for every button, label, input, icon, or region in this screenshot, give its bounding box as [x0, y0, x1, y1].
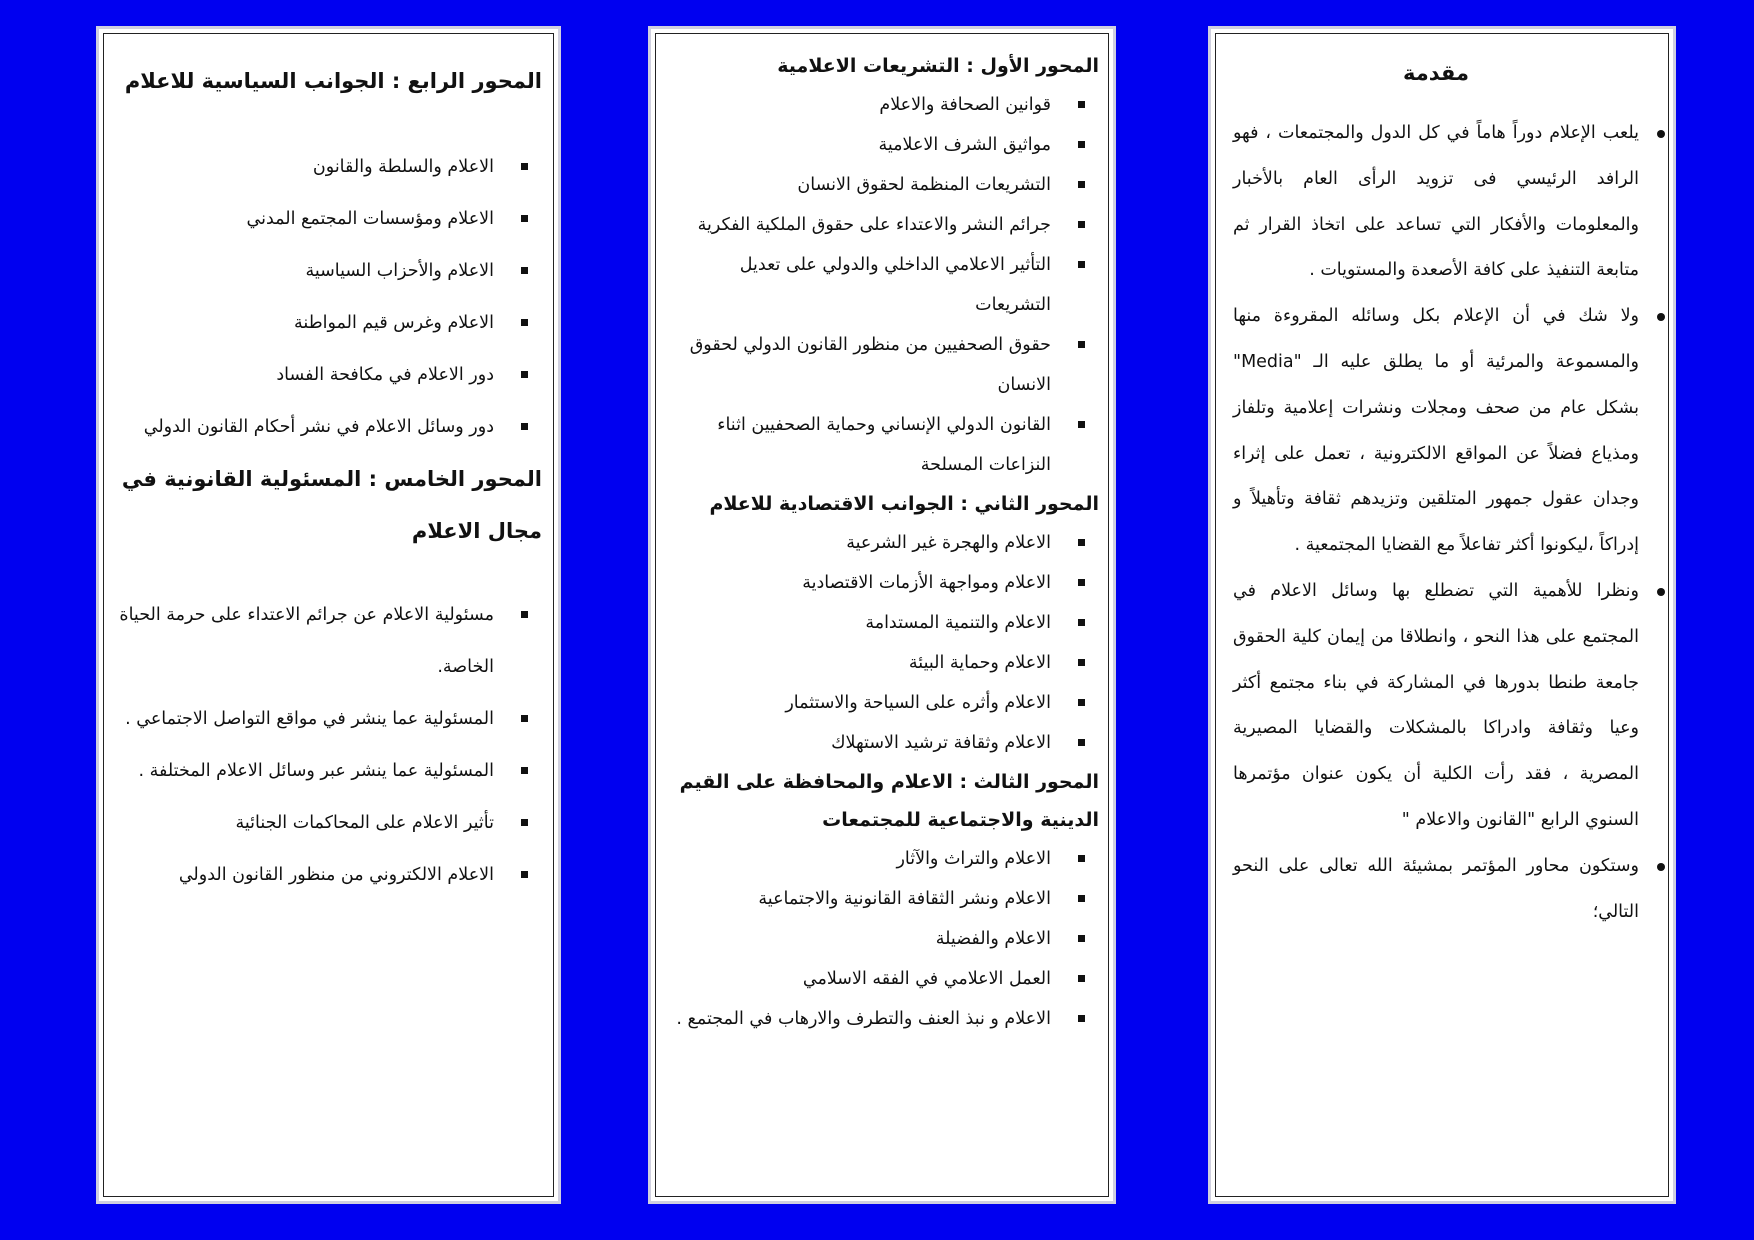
square-bullet-icon — [1078, 855, 1085, 862]
axis3-list — [665, 839, 1099, 1039]
square-bullet-icon — [1078, 619, 1085, 626]
square-bullet-icon — [521, 767, 528, 774]
list-item: الاعلام والتراث والآثار — [665, 839, 1099, 879]
axes-panel-middle — [648, 26, 1116, 1204]
square-bullet-icon — [1078, 1015, 1085, 1022]
square-bullet-icon — [1078, 935, 1085, 942]
axis5-heading: المحور الخامس : المسئولية القانونية في مجال الاعلام — [121, 467, 542, 543]
square-bullet-icon — [521, 371, 528, 378]
square-bullet-icon — [521, 319, 528, 326]
axis4-heading: المحور الرابع : الجوانب السياسية للاعلام — [124, 69, 542, 93]
list-item: قوانين الصحافة والاعلام — [665, 85, 1099, 125]
intro-title: مقدمة — [1403, 61, 1469, 85]
square-bullet-icon — [1078, 421, 1085, 428]
list-item: المسئولية عما ينشر في مواقع التواصل الاجتماعي . — [115, 693, 542, 745]
square-bullet-icon — [1078, 341, 1085, 348]
square-bullet-icon — [1078, 101, 1085, 108]
square-bullet-icon — [521, 819, 528, 826]
list-item: مسئولية الاعلام عن جرائم الاعتداء على حرمة الحياة الخاصة. — [115, 589, 542, 693]
list-item: الاعلام والسلطة والقانون — [115, 141, 542, 193]
axes-panel-left — [96, 26, 561, 1204]
list-item: الاعلام و نبذ العنف والتطرف والارهاب في المجتمع . — [665, 999, 1099, 1039]
square-bullet-icon — [1078, 539, 1085, 546]
axis5-list — [115, 589, 542, 901]
square-bullet-icon — [1078, 579, 1085, 586]
square-bullet-icon — [1078, 975, 1085, 982]
list-item: الاعلام وثقافة ترشيد الاستهلاك — [665, 723, 1099, 763]
list-item: الاعلام وأثره على السياحة والاستثمار — [665, 683, 1099, 723]
list-item: الاعلام والهجرة غير الشرعية — [665, 523, 1099, 563]
square-bullet-icon — [1078, 739, 1085, 746]
square-bullet-icon — [521, 215, 528, 222]
list-item: الاعلام ومواجهة الأزمات الاقتصادية — [665, 563, 1099, 603]
square-bullet-icon — [1078, 221, 1085, 228]
square-bullet-icon — [521, 423, 528, 430]
axis1-heading: المحور الأول : التشريعات الاعلامية — [777, 55, 1099, 77]
list-item: تأثير الاعلام على المحاكمات الجنائية — [115, 797, 542, 849]
list-item: العمل الاعلامي في الفقه الاسلامي — [665, 959, 1099, 999]
list-item: جرائم النشر والاعتداء على حقوق الملكية الفكرية — [665, 205, 1099, 245]
list-item: دور الاعلام في مكافحة الفساد — [115, 349, 542, 401]
list-item: المسئولية عما ينشر عبر وسائل الاعلام المختلفة . — [115, 745, 542, 797]
intro-paragraph: وستكون محاور المؤتمر بمشيئة الله تعالى على النحو التالي؛ — [1233, 844, 1639, 936]
square-bullet-icon — [1078, 261, 1085, 268]
list-item: الاعلام والأحزاب السياسية — [115, 245, 542, 297]
square-bullet-icon — [1078, 895, 1085, 902]
square-bullet-icon — [521, 871, 528, 878]
axis4-list — [115, 141, 542, 453]
list-item: الاعلام وحماية البيئة — [665, 643, 1099, 683]
square-bullet-icon — [1078, 659, 1085, 666]
list-item: الاعلام وغرس قيم المواطنة — [115, 297, 542, 349]
axis3-heading: المحور الثالث : الاعلام والمحافظة على القيم الدينية والاجتماعية للمجتمعات — [679, 771, 1099, 831]
intro-paragraph: ولا شك في أن الإعلام بكل وسائله المقروءة منها والمسموعة والمرئية أو ما يطلق عليه الـ "Media" بشكل عام من صحف ومجلات ونشرات إعلامية وتلفاز ومذياع فضلاً عن المواقع الالكترونية ، تعمل على إثراء وجدان عقول جمهور المتلقين وتزيدهم ثقافة وتأهيلاً و إدراكاً ،ليكونوا أكثر تفاعلاً مع القضايا المجتمعية . — [1233, 294, 1639, 569]
axis2-list — [665, 523, 1099, 763]
list-item: دور وسائل الاعلام في نشر أحكام القانون الدولي — [115, 401, 542, 453]
square-bullet-icon — [1078, 699, 1085, 706]
axis1-list — [665, 85, 1099, 485]
list-item: القانون الدولي الإنساني وحماية الصحفيين اثناء النزاعات المسلحة — [665, 405, 1099, 485]
list-item: مواثيق الشرف الاعلامية — [665, 125, 1099, 165]
square-bullet-icon — [1078, 141, 1085, 148]
list-item: الاعلام ونشر الثقافة القانونية والاجتماعية — [665, 879, 1099, 919]
bullet-icon — [1657, 588, 1665, 596]
square-bullet-icon — [521, 163, 528, 170]
bullet-icon — [1657, 863, 1665, 871]
list-item: الاعلام والتنمية المستدامة — [665, 603, 1099, 643]
square-bullet-icon — [521, 715, 528, 722]
list-item: الاعلام ومؤسسات المجتمع المدني — [115, 193, 542, 245]
bullet-icon — [1657, 130, 1665, 138]
list-item: الاعلام والفضيلة — [665, 919, 1099, 959]
list-item: التأثير الاعلامي الداخلي والدولي على تعديل التشريعات — [665, 245, 1099, 325]
list-item: حقوق الصحفيين من منظور القانون الدولي لحقوق الانسان — [665, 325, 1099, 405]
list-item: الاعلام الالكتروني من منظور القانون الدولي — [115, 849, 542, 901]
list-item: التشريعات المنظمة لحقوق الانسان — [665, 165, 1099, 205]
intro-paragraph: يلعب الإعلام دوراً هاماً في كل الدول والمجتمعات ، فهو الرافد الرئيسي فى تزويد الرأى العام بالأخبار والمعلومات والأفكار التي تساعد على اتخاذ القرار ثم متابعة التنفيذ على كافة الأصعدة والمستويات . — [1233, 111, 1639, 294]
intro-paragraph: ونظرا للأهمية التي تضطلع بها وسائل الاعلام في المجتمع على هذا النحو ، وانطلاقا من إيمان كلية الحقوق جامعة طنطا بدورها في المشاركة في بناء مجتمع أكثر وعيا وثقافة وادراكا بالمشكلات والقضايا المصيرية المصرية ، فقد رأت الكلية أن يكون عنوان مؤتمرها السنوي الرابع "القانون والاعلام " — [1233, 569, 1639, 844]
axis2-heading: المحور الثاني : الجوانب الاقتصادية للاعلام — [709, 493, 1099, 515]
intro-panel — [1208, 26, 1676, 1204]
bullet-icon — [1657, 313, 1665, 321]
square-bullet-icon — [1078, 181, 1085, 188]
square-bullet-icon — [521, 611, 528, 618]
square-bullet-icon — [521, 267, 528, 274]
